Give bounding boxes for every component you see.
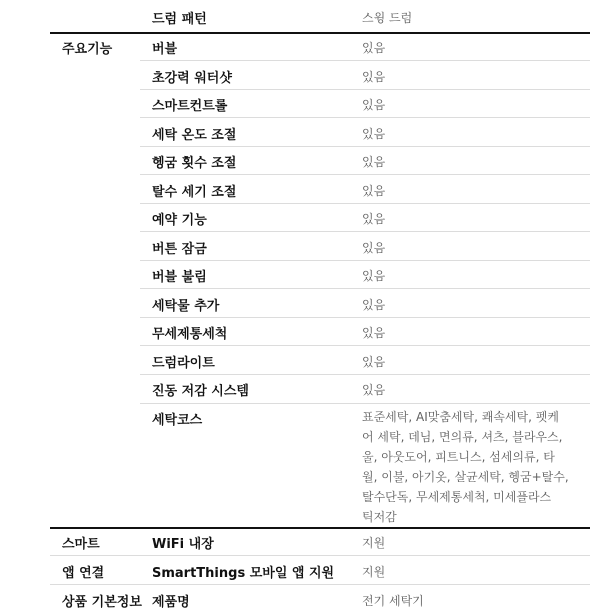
spec-value-wash-course [362, 407, 582, 527]
section-divider [50, 555, 590, 556]
course-line: 월, 이불, 아기옷, 살균세탁, 헹굼+탈수, [362, 470, 569, 484]
spec-label-wash-temp: 세탁 온도 조절 [152, 128, 237, 143]
spec-label-reservation: 예약 기능 [152, 213, 207, 228]
spec-label-button-lock: 버튼 잠금 [152, 242, 207, 257]
spec-value-vibration: 있음 [362, 383, 386, 397]
spec-value-reservation: 있음 [362, 212, 386, 226]
spec-value-smartthings: 지원 [362, 565, 386, 579]
spec-label-rinse-count: 헹굼 횟수 조절 [152, 156, 237, 171]
category-smart: 스마트 [62, 537, 100, 552]
spec-label-tub-clean: 무세제통세척 [152, 327, 228, 342]
spec-value-wash-temp: 있음 [362, 127, 386, 141]
spec-label-smartthings: SmartThings 모바일 앱 지원 [152, 566, 335, 581]
spec-label-bubble-soak: 버블 불림 [152, 270, 207, 285]
row-divider [140, 260, 590, 261]
row-divider [140, 117, 590, 118]
course-line: 탈수단독, 무세제통세척, 미세플라스 [362, 490, 552, 504]
spec-value-add-laundry: 있음 [362, 298, 386, 312]
spec-label-spin-strength: 탈수 세기 조절 [152, 185, 237, 200]
spec-value-wifi: 지원 [362, 536, 386, 550]
spec-value-drum-light: 있음 [362, 355, 386, 369]
category-product-info: 상품 기본정보 [62, 595, 142, 610]
course-line: 표준세탁, AI맞춤세탁, 쾌속세탁, 펫케 [362, 410, 559, 424]
spec-label-wash-course: 세탁코스 [152, 413, 203, 428]
course-line: 틱저감 [362, 510, 397, 524]
row-divider [140, 345, 590, 346]
spec-value-watershot: 있음 [362, 70, 386, 84]
spec-value-product-name: 전기 세탁기 [362, 594, 424, 608]
row-divider [140, 146, 590, 147]
row-divider [140, 203, 590, 204]
row-divider [140, 317, 590, 318]
spec-value-rinse-count: 있음 [362, 155, 386, 169]
section-divider [50, 32, 590, 34]
spec-label-watershot: 초강력 워터샷 [152, 71, 232, 86]
course-line: 어 세탁, 데님, 면의류, 셔츠, 블라우스, [362, 430, 563, 444]
spec-value-smart-control: 있음 [362, 98, 386, 112]
spec-value-bubble-soak: 있음 [362, 269, 386, 283]
spec-label-drum-light: 드럼라이트 [152, 356, 215, 371]
spec-value-spin-strength: 있음 [362, 184, 386, 198]
row-divider [140, 403, 590, 404]
spec-label-wifi: WiFi 내장 [152, 537, 214, 552]
spec-value-tub-clean: 있음 [362, 326, 386, 340]
spec-label-drum-pattern: 드럼 패턴 [152, 12, 207, 27]
section-divider [50, 584, 590, 585]
spec-label-product-name: 제품명 [152, 595, 190, 610]
spec-value-bubble: 있음 [362, 41, 386, 55]
spec-value-button-lock: 있음 [362, 241, 386, 255]
category-app: 앱 연결 [62, 566, 105, 581]
spec-label-smart-control: 스마트컨트롤 [152, 99, 228, 114]
spec-label-bubble: 버블 [152, 42, 178, 57]
row-divider [140, 89, 590, 90]
row-divider [140, 374, 590, 375]
row-divider [140, 60, 590, 61]
spec-label-vibration: 진동 저감 시스템 [152, 384, 249, 399]
row-divider [140, 288, 590, 289]
row-divider [140, 174, 590, 175]
category-main-features: 주요기능 [62, 42, 113, 57]
row-divider [140, 231, 590, 232]
course-line: 울, 아웃도어, 피트니스, 섬세의류, 타 [362, 450, 555, 464]
spec-label-add-laundry: 세탁물 추가 [152, 299, 220, 314]
section-divider [50, 527, 590, 529]
spec-value-drum-pattern: 스윙 드럼 [362, 11, 413, 25]
